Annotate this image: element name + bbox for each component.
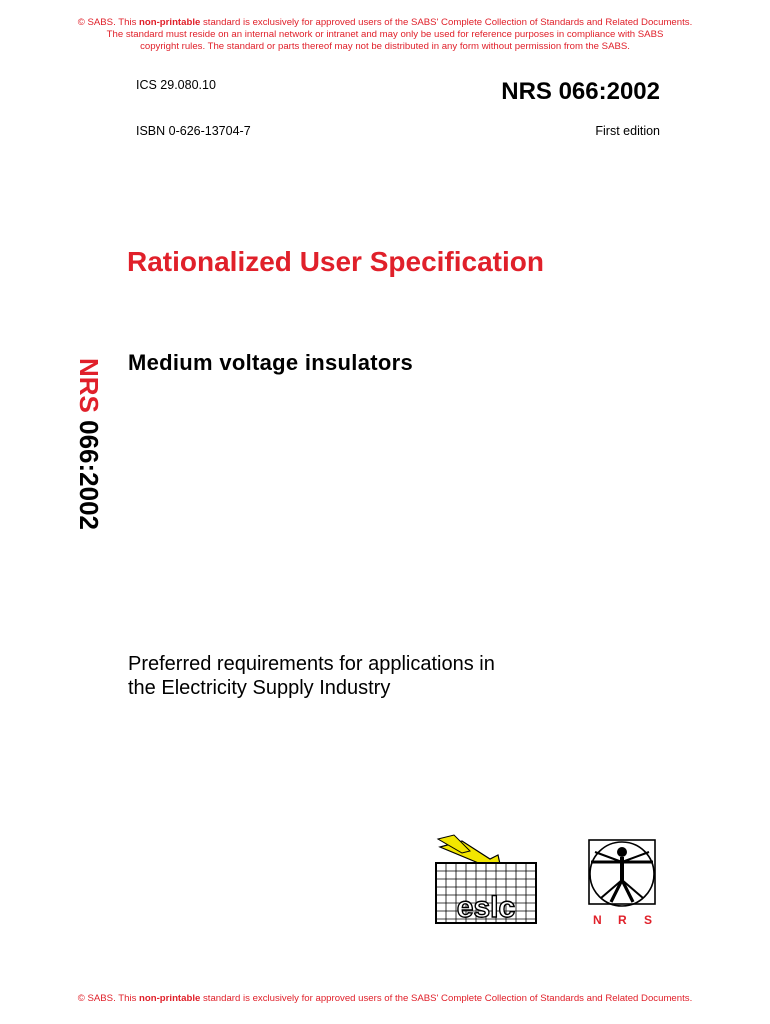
- ics-code: ICS 29.080.10: [136, 78, 216, 92]
- notice-line-1: © SABS. This non-printable standard is exclusively for approved users of the SABS' Complete Collection of Standards and Related Documents.: [77, 17, 693, 28]
- description-line-1: Preferred requirements for applications in: [128, 653, 495, 675]
- notice-line-3: copyright rules. The standard or parts thereof may not be distributed in any form without permission from the SABS.: [140, 41, 630, 52]
- edition-label: First edition: [595, 124, 660, 138]
- copyright-notice-top: [0, 17, 770, 53]
- nrs-letter-r: R: [618, 913, 627, 927]
- document-subtitle: Medium voltage insulators: [128, 350, 413, 375]
- document-title: Rationalized User Specification: [127, 246, 544, 277]
- isbn: ISBN 0-626-13704-7: [136, 124, 251, 138]
- spine-number: 066:2002: [74, 420, 104, 531]
- document-description: [128, 652, 495, 700]
- nrs-letter-n: N: [593, 913, 602, 927]
- eslc-logo-text: eslc: [456, 891, 516, 924]
- notice-bottom-line: © SABS. This non-printable standard is exclusively for approved users of the SABS' Complete Collection of Standards and Related Documents.: [77, 993, 693, 1004]
- eslc-logo: [432, 833, 538, 925]
- nrs-letter-s: S: [644, 913, 653, 927]
- spine-label: [73, 358, 104, 530]
- copyright-notice-bottom: [0, 993, 770, 1005]
- non-printable-emphasis: non-printable: [139, 993, 201, 1004]
- spine-prefix: NRS: [74, 358, 104, 413]
- notice-line-2: The standard must reside on an internal network or intranet and may only be used for reference purposes in compliance with SABS: [106, 29, 664, 40]
- document-number: NRS 066:2002: [501, 78, 660, 105]
- vitruvian-man-logo: [583, 838, 661, 928]
- description-line-2: the Electricity Supply Industry: [128, 677, 391, 699]
- non-printable-emphasis: non-printable: [139, 17, 201, 28]
